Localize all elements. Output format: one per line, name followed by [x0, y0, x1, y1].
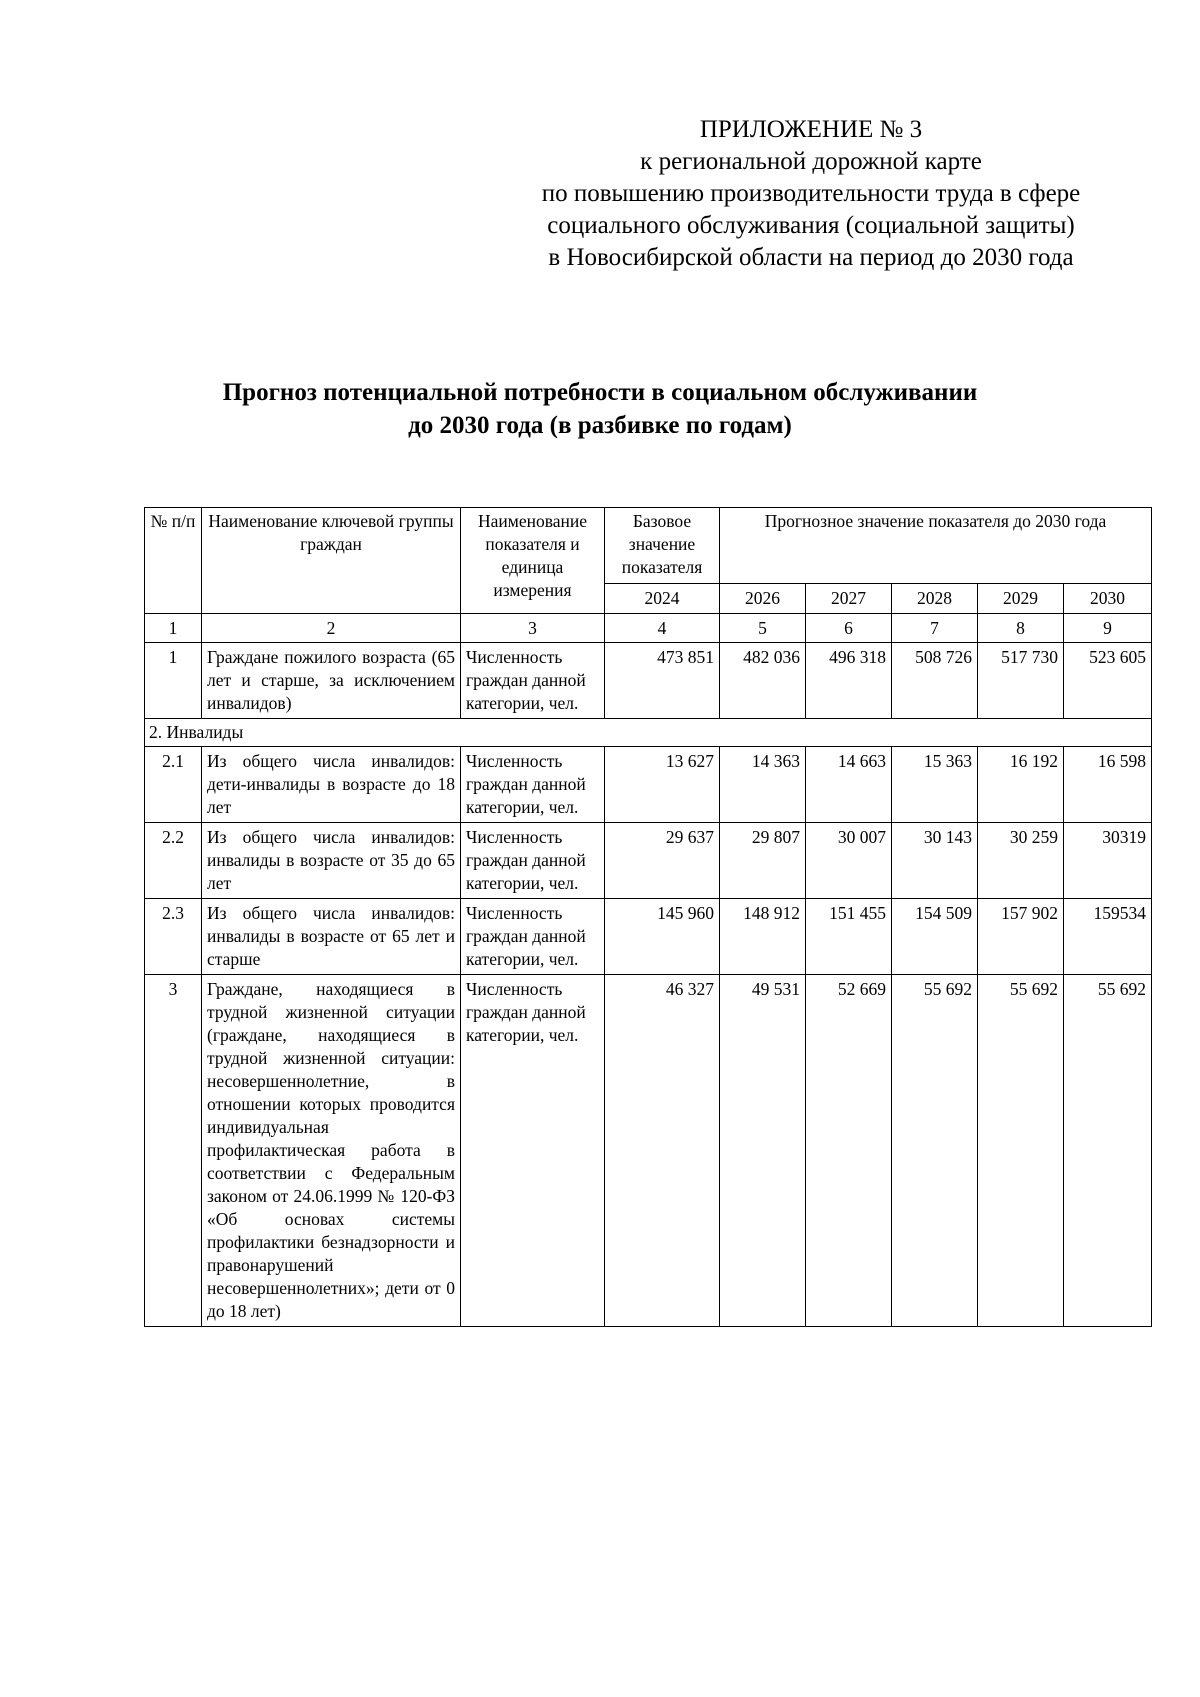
header-indicator: Наименование показателя и единица измерения: [461, 508, 605, 614]
row-value: 16 598: [1064, 747, 1152, 823]
row-value: 145 960: [605, 899, 720, 975]
column-index: 6: [806, 614, 892, 643]
appendix-header: [480, 114, 1142, 274]
row-indicator: Численность граждан данной категории, чел.: [461, 975, 605, 1327]
row-group: Граждане пожилого возраста (65 лет и старше, за исключением инвалидов): [202, 643, 461, 719]
row-num: 2.3: [145, 899, 202, 975]
header-base-year: 2024: [605, 584, 720, 614]
row-value: 473 851: [605, 643, 720, 719]
row-indicator: Численность граждан данной категории, чел.: [461, 899, 605, 975]
row-group: Граждане, находящиеся в трудной жизненной ситуации (граждане, находящиеся в трудной жизненной ситуации: несовершеннолетние, в отношении которых проводится индивидуальная профилактическая работа в соответствии с Федеральным законом от 24.06.1999 № 120-ФЗ «Об основах системы профилактики безнадзорности и правонарушений несовершеннолетних»; дети от 0 до 18 лет): [202, 975, 461, 1327]
row-value: 30 143: [892, 823, 978, 899]
row-value: 30319: [1064, 823, 1152, 899]
row-value: 157 902: [978, 899, 1064, 975]
row-indicator: Численность граждан данной категории, чел.: [461, 823, 605, 899]
row-value: 517 730: [978, 643, 1064, 719]
appendix-line: по повышению производительности труда в сфере: [541, 180, 1081, 207]
column-index: 2: [202, 614, 461, 643]
table-row: [145, 899, 1152, 975]
section-title: 2. Инвалиды: [145, 719, 1152, 747]
row-value: 13 627: [605, 747, 720, 823]
title-line-2: до 2030 года (в разбивке по годам): [408, 412, 792, 439]
row-value: 496 318: [806, 643, 892, 719]
appendix-line: к региональной дорожной карте: [640, 148, 982, 175]
appendix-line: социального обслуживания (социальной защиты): [547, 212, 1075, 239]
title-line-1: Прогноз потенциальной потребности в социальном обслуживании: [222, 379, 978, 406]
table-row: [145, 643, 1152, 719]
row-value: 55 692: [892, 975, 978, 1327]
row-value: 523 605: [1064, 643, 1152, 719]
row-value: 508 726: [892, 643, 978, 719]
table-row: [145, 823, 1152, 899]
column-index: 5: [720, 614, 806, 643]
row-value: 55 692: [978, 975, 1064, 1327]
row-value: 14 363: [720, 747, 806, 823]
row-indicator: Численность граждан данной категории, чел.: [461, 643, 605, 719]
column-index: 3: [461, 614, 605, 643]
row-value: 30 259: [978, 823, 1064, 899]
row-group: Из общего числа инвалидов: дети-инвалиды в возрасте до 18 лет: [202, 747, 461, 823]
row-value: 55 692: [1064, 975, 1152, 1327]
row-value: 159534: [1064, 899, 1152, 975]
column-index: 8: [978, 614, 1064, 643]
row-group: Из общего числа инвалидов: инвалиды в возрасте от 65 лет и старше: [202, 899, 461, 975]
row-group: Из общего числа инвалидов: инвалиды в возрасте от 35 до 65 лет: [202, 823, 461, 899]
row-value: 151 455: [806, 899, 892, 975]
column-index: 7: [892, 614, 978, 643]
header-year: 2027: [806, 584, 892, 614]
header-year: 2028: [892, 584, 978, 614]
header-row: [145, 508, 1152, 584]
header-group: Наименование ключевой группы граждан: [202, 508, 461, 614]
row-indicator: Численность граждан данной категории, чел.: [461, 747, 605, 823]
row-num: 3: [145, 975, 202, 1327]
row-value: 52 669: [806, 975, 892, 1327]
column-index: 1: [145, 614, 202, 643]
header-year: 2030: [1064, 584, 1152, 614]
row-value: 29 807: [720, 823, 806, 899]
header-forecast: Прогнозное значение показателя до 2030 года: [720, 508, 1152, 584]
table-row: [145, 975, 1152, 1327]
section-row: [145, 719, 1152, 747]
row-value: 46 327: [605, 975, 720, 1327]
row-value: 482 036: [720, 643, 806, 719]
column-index: 9: [1064, 614, 1152, 643]
row-num: 2.1: [145, 747, 202, 823]
row-value: 14 663: [806, 747, 892, 823]
row-value: 49 531: [720, 975, 806, 1327]
header-year: 2029: [978, 584, 1064, 614]
row-value: 15 363: [892, 747, 978, 823]
row-value: 148 912: [720, 899, 806, 975]
row-num: 1: [145, 643, 202, 719]
row-value: 154 509: [892, 899, 978, 975]
column-index: 4: [605, 614, 720, 643]
header-num: № п/п: [145, 508, 202, 614]
header-year: 2026: [720, 584, 806, 614]
row-value: 29 637: [605, 823, 720, 899]
row-value: 16 192: [978, 747, 1064, 823]
document-title: [140, 376, 1060, 442]
forecast-table: [144, 507, 1152, 1327]
row-value: 30 007: [806, 823, 892, 899]
row-num: 2.2: [145, 823, 202, 899]
appendix-line: ПРИЛОЖЕНИЕ № 3: [699, 116, 923, 143]
header-base: Базовое значение показателя: [605, 508, 720, 584]
table-row: [145, 747, 1152, 823]
column-index-row: [145, 614, 1152, 643]
appendix-line: в Новосибирской области на период до 2030 года: [548, 244, 1074, 271]
